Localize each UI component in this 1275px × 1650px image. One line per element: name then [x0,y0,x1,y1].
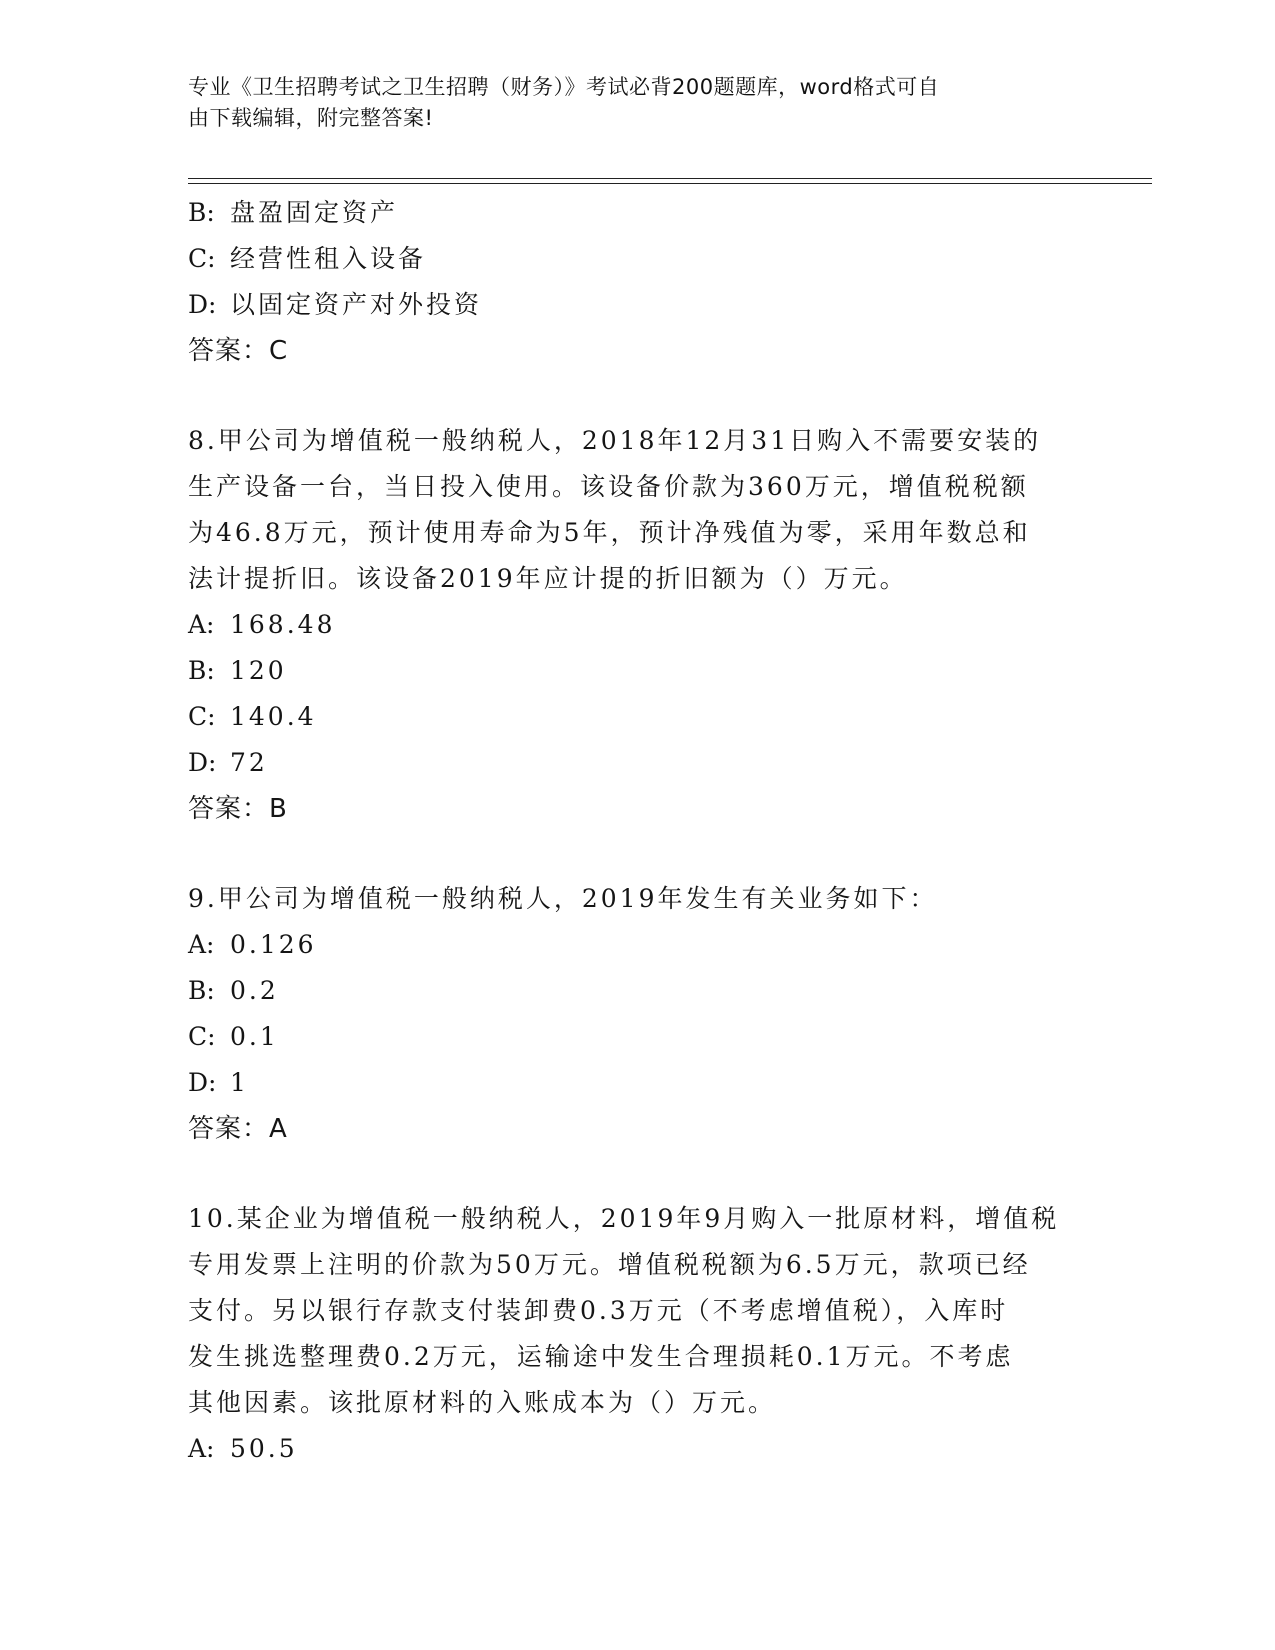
option-d [188,1060,1088,1106]
option-text: 经营性租入设备 [230,244,427,273]
option-letter: B: [188,198,215,227]
option-letter: C: [188,244,216,273]
question-8 [188,418,1088,832]
question-text-line: 其他因素。该批原材料的入账成本为（）万元。 [188,1388,777,1417]
option-text: 0.126 [230,930,317,959]
option-letter: D: [188,290,217,319]
question-text-line: 法计提折旧。该设备2019年应计提的折旧额为（）万元。 [188,564,908,593]
option-b [188,190,1088,236]
spacer [188,374,1088,418]
header-line-2: 由下载编辑，附完整答案! [188,106,434,130]
question-text-line: 专用发票上注明的价款为50万元。增值税税额为6.5万元，款项已经 [188,1250,1031,1279]
header-divider-top [188,178,1152,179]
option-c [188,236,1088,282]
header-divider-bottom [188,183,1152,184]
option-letter: B: [188,976,215,1005]
spacer [188,1152,1088,1196]
answer-line: 答案：A [188,1114,288,1144]
question-content [188,190,1088,1472]
option-a [188,602,1088,648]
option-letter: A: [188,610,215,639]
option-letter: D: [188,748,217,777]
question-text-line: 发生挑选整理费0.2万元，运输途中发生合理损耗0.1万元。不考虑 [188,1342,1014,1371]
header-line-1: 专业《卫生招聘考试之卫生招聘（财务）》考试必背200题题库，word格式可自 [188,75,940,99]
option-text: 72 [230,748,268,777]
option-b [188,968,1088,1014]
option-letter: A: [188,930,215,959]
option-b [188,648,1088,694]
option-letter: D: [188,1068,217,1097]
option-text: 168.48 [230,610,336,639]
question-10 [188,1196,1088,1472]
option-a [188,922,1088,968]
option-d [188,282,1088,328]
option-a [188,1426,1088,1472]
question-7-tail [188,190,1088,374]
option-letter: C: [188,1022,216,1051]
option-text: 0.1 [230,1022,279,1051]
option-d [188,740,1088,786]
option-c [188,694,1088,740]
question-text-line: 10.某企业为增值税一般纳税人，2019年9月购入一批原材料，增值税 [188,1204,1060,1233]
question-text-line: 8.甲公司为增值税一般纳税人，2018年12月31日购入不需要安装的 [188,426,1042,455]
option-text: 1 [230,1068,249,1097]
option-text: 以固定资产对外投资 [230,290,483,319]
option-letter: C: [188,702,216,731]
question-text-line: 为46.8万元，预计使用寿命为5年，预计净残值为零，采用年数总和 [188,518,1031,547]
answer-line: 答案：C [188,336,289,366]
question-text-line: 9.甲公司为增值税一般纳税人，2019年发生有关业务如下： [188,884,938,913]
question-text-line: 生产设备一台，当日投入使用。该设备价款为360万元，增值税税额 [188,472,1029,501]
answer-line: 答案：B [188,794,288,824]
option-text: 50.5 [230,1434,298,1463]
option-text: 140.4 [230,702,317,731]
option-letter: A: [188,1434,215,1463]
question-text-line: 支付。另以银行存款支付装卸费0.3万元（不考虑增值税），入库时 [188,1296,1009,1325]
question-9 [188,876,1088,1152]
option-text: 盘盈固定资产 [230,198,399,227]
option-letter: B: [188,656,215,685]
spacer [188,832,1088,876]
option-c [188,1014,1088,1060]
option-text: 120 [230,656,287,685]
option-text: 0.2 [230,976,279,1005]
document-header [188,72,1068,134]
